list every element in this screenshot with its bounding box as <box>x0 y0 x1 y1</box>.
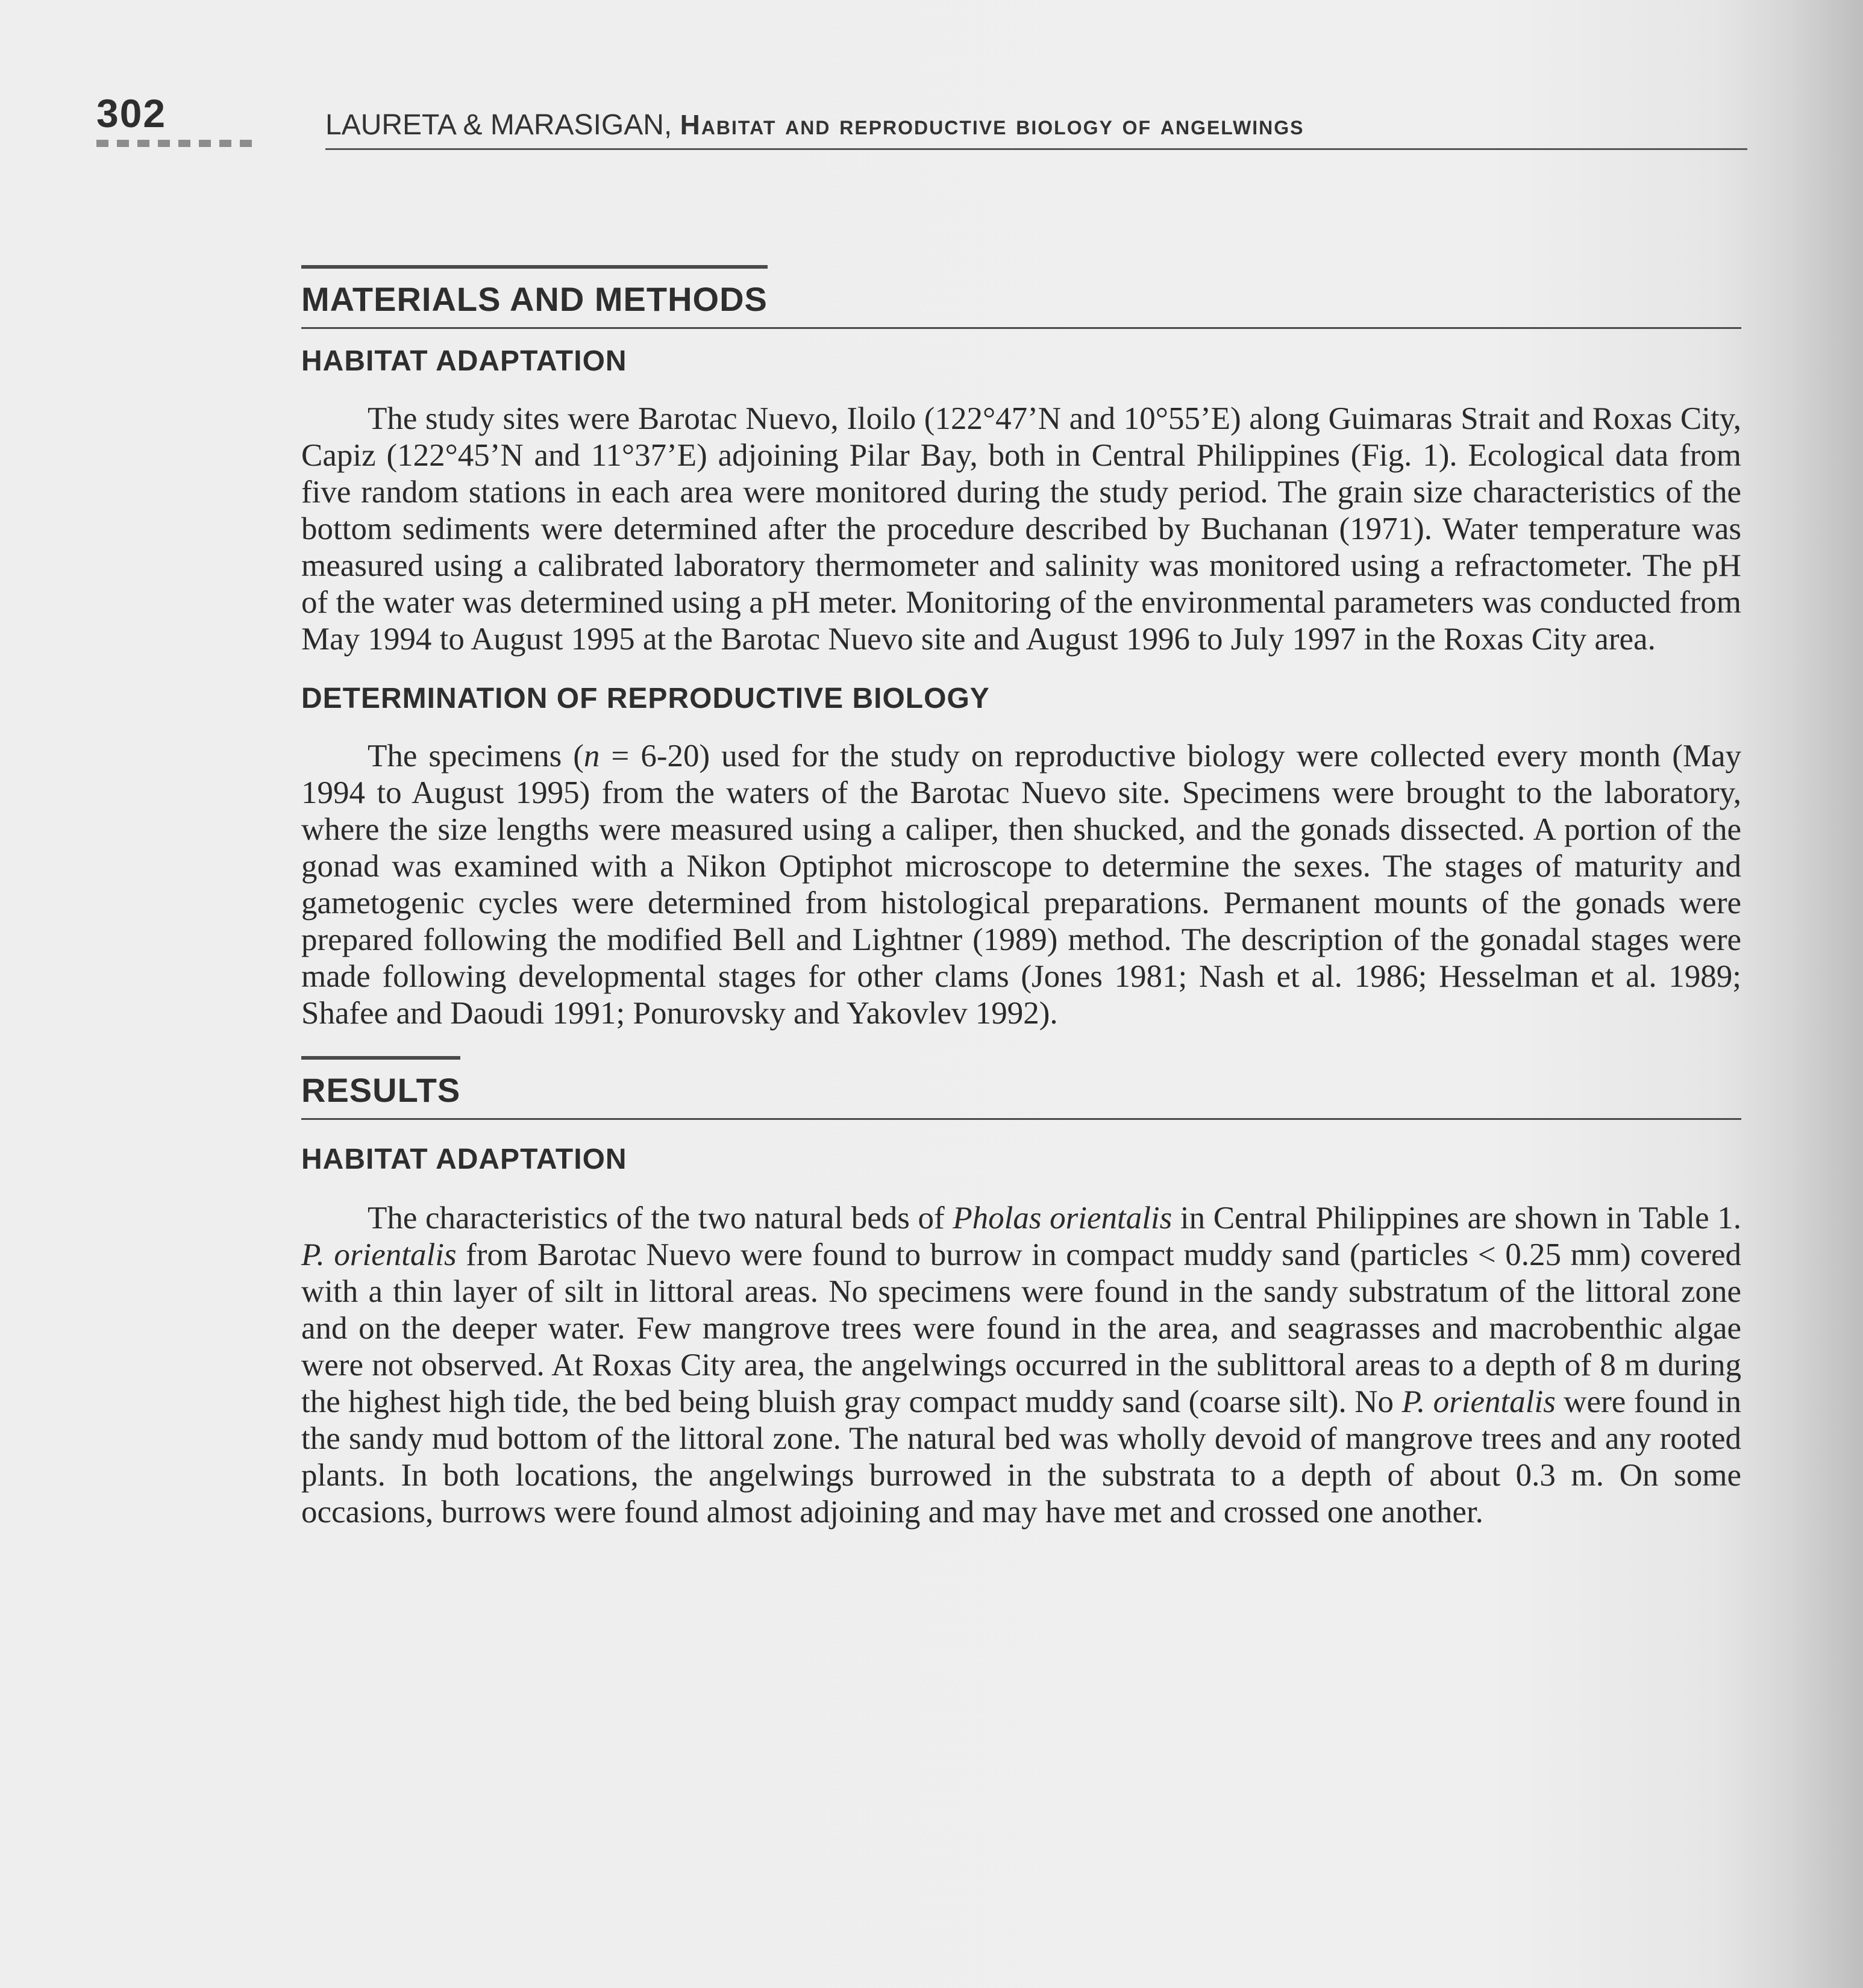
page-number: 302 <box>96 91 167 136</box>
article-body <box>301 265 1741 1531</box>
section-results <box>301 1056 1741 1531</box>
paragraph-study-sites: The study sites were Barotac Nuevo, Iloilo (122°47’N and 10°55’E) along Guimaras Strait and Roxas City, Capiz (122°45’N and 11°37’E) adjoining Pilar Bay, both in Central Philippines (Fig. 1). Ecological data from five random stations in each area were monitored during the study period. The grain size characteristics of the bottom sediments were determined after the procedure described by Buchanan (1971). Water temperature was measured using a calibrated laboratory thermometer and salinity was monitored using a refractometer. The pH of the water was determined using a pH meter. Monitoring of the environmental parameters was conducted from May 1994 to August 1995 at the Barotac Nuevo site and August 1996 to July 1997 in the Roxas City area. <box>301 401 1741 657</box>
paragraph-habitat-results: The characteristics of the two natural beds of Pholas orientalis in Central Philippines are shown in Table 1. P. orientalis from Barotac Nuevo were found to burrow in compact muddy sand (particles < 0.25 mm) covered with a thin layer of silt in littoral areas. No specimens were found in the sandy substratum of the littoral zone and on the deeper water. Few mangrove trees were found in the area, and seagrasses and macrobenthic algae were not observed. At Roxas City area, the angelwings occurred in the sublittoral areas to a depth of 8 m during the highest high tide, the bed being bluish gray compact muddy sand (coarse silt). No P. orientalis were found in the sandy mud bottom of the littoral zone. The natural bed was wholly devoid of mangrove trees and any rooted plants. In both locations, the angelwings burrowed in the substrata to a depth of about 0.3 m. On some occasions, burrows were found almost adjoining and may have met and crossed one another. <box>301 1201 1742 1530</box>
subsection-title: HABITAT ADAPTATION <box>301 1143 627 1175</box>
paragraph-reproductive-methods: The specimens (n = 6-20) used for the study on reproductive biology were collected every month (May 1994 to August 1995) from the waters of the Barotac Nuevo site. Specimens were brought to the laboratory, where the size lengths were measured using a caliper, then shucked, and the gonads dissected. A portion of the gonad was examined with a Nikon Optiphot microscope to determine the sexes. The stages of maturity and gametogenic cycles were determined from histological preparations. Permanent mounts of the gonads were prepared following the modified Bell and Lightner (1989) method. The description of the gonadal stages were made following developmental stages for other clams (Jones 1981; Nash et al. 1986; Hesselman et al. 1989; Shafee and Daoudi 1991; Ponurovsky and Yakovlev 1992). <box>301 739 1741 1031</box>
species-abbr: P. orientalis <box>301 1237 457 1272</box>
section-title: RESULTS <box>301 1056 460 1110</box>
running-header <box>96 90 1747 145</box>
species-abbr: P. orientalis <box>1401 1384 1556 1419</box>
subsection-title: DETERMINATION OF REPRODUCTIVE BIOLOGY <box>301 683 990 714</box>
running-title-authors: LAURETA & MARASIGAN, <box>325 109 680 141</box>
section-rule <box>301 327 1741 329</box>
species-name: Pholas orientalis <box>953 1201 1173 1236</box>
running-title <box>325 108 1304 142</box>
section-rule <box>301 1118 1741 1120</box>
section-materials-methods <box>301 265 1741 1032</box>
page-number-dots <box>96 140 252 148</box>
header-rule <box>325 148 1747 150</box>
running-title-text: Habitat and reproductive biology of angelwings <box>680 109 1304 140</box>
subsection-title: HABITAT ADAPTATION <box>301 345 627 377</box>
n-symbol: n <box>583 739 600 774</box>
section-title: MATERIALS AND METHODS <box>301 265 768 319</box>
